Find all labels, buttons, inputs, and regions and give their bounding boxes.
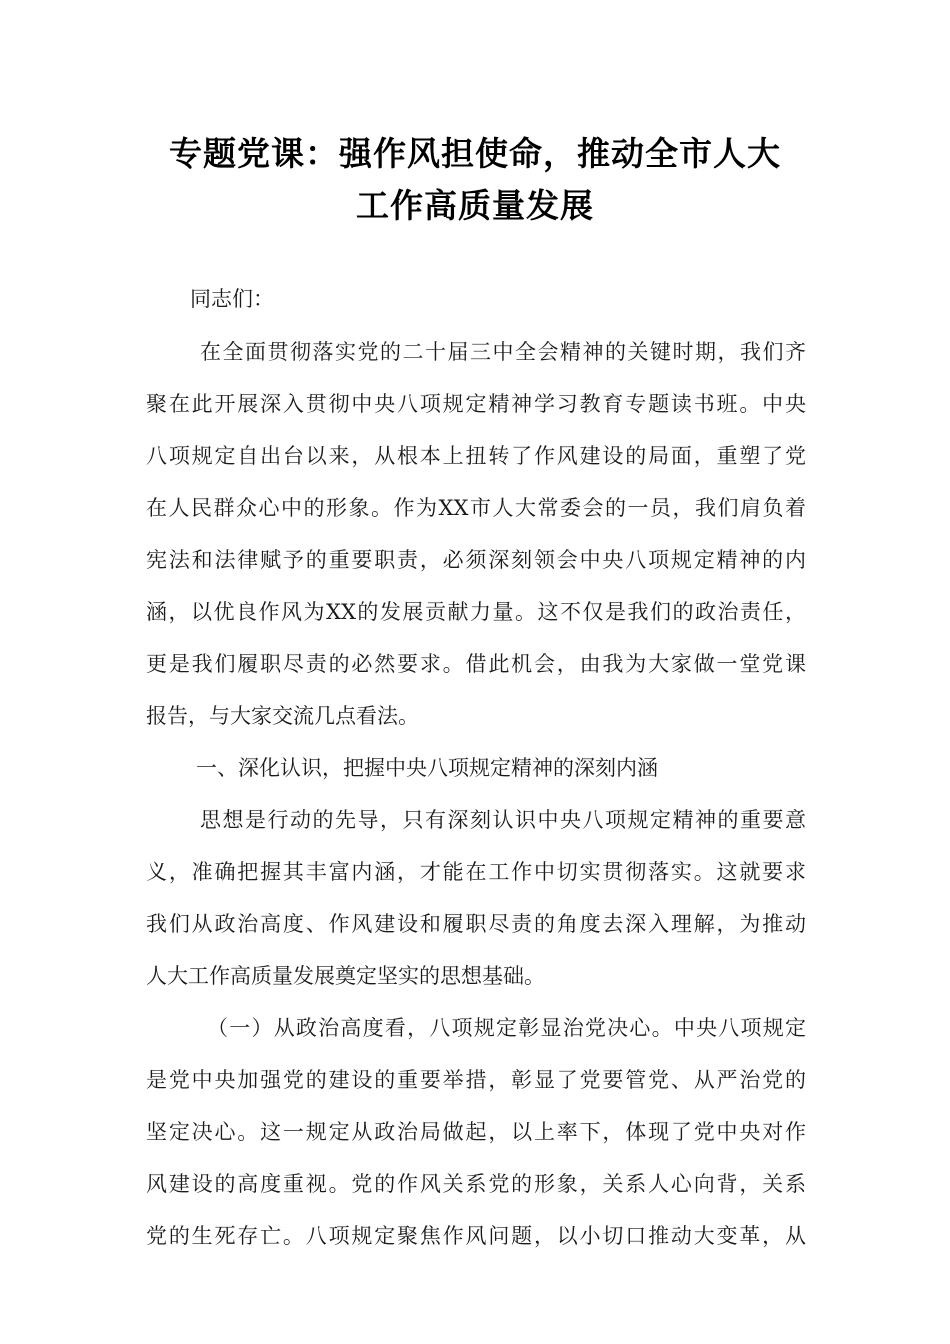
paragraph-1-line: 更是我们履职尽责的必然要求。借此机会，由我为大家做一堂党课: [146, 652, 806, 676]
paragraph-1-line: 在人民群众心中的形象。作为XX市人大常委会的一员，我们肩负着: [146, 496, 806, 520]
paragraph-1-line: 聚在此开展深入贯彻中央八项规定精神学习教育专题读书班。中央: [146, 392, 806, 416]
paragraph-1-line: 报告，与大家交流几点看法。: [146, 704, 419, 728]
section-1-heading: 一、深化认识，把握中央八项规定精神的深刻内涵: [196, 756, 658, 780]
paragraph-2-line: 思想是行动的先导，只有深刻认识中央八项规定精神的重要意: [200, 808, 806, 832]
salutation: 同志们：: [190, 287, 274, 311]
document-title-line-1: 专题党课：强作风担使命，推动全市人大: [169, 134, 781, 173]
paragraph-2-line: 我们从政治高度、作风建设和履职尽责的角度去深入理解，为推动: [146, 912, 806, 936]
paragraph-2-line: 义，准确把握其丰富内涵，才能在工作中切实贯彻落实。这就要求: [146, 860, 806, 884]
paragraph-1-line: 在全面贯彻落实党的二十届三中全会精神的关键时期，我们齐: [200, 340, 806, 364]
paragraph-1-line: 宪法和法律赋予的重要职责，必须深刻领会中央八项规定精神的内: [146, 548, 806, 572]
paragraph-3-line: 坚定决心。这一规定从政治局做起，以上率下，体现了党中央对作: [146, 1120, 806, 1144]
paragraph-1-line: 涵，以优良作风为XX的发展贡献力量。这不仅是我们的政治责任，: [146, 600, 806, 624]
paragraph-3-line: （一）从政治高度看，八项规定彰显治党决心。中央八项规定: [207, 1016, 806, 1040]
document-title-line-2: 工作高质量发展: [356, 186, 594, 225]
paragraph-3-line: 是党中央加强党的建设的重要举措，彰显了党要管党、从严治党的: [146, 1068, 806, 1092]
paragraph-2-line: 人大工作高质量发展奠定坚实的思想基础。: [146, 964, 545, 988]
paragraph-1-line: 八项规定自出台以来，从根本上扭转了作风建设的局面，重塑了党: [146, 444, 806, 468]
paragraph-3-line: 风建设的高度重视。党的作风关系党的形象，关系人心向背，关系: [146, 1172, 806, 1196]
paragraph-3-line: 党的生死存亡。八项规定聚焦作风问题，以小切口推动大变革，从: [146, 1224, 806, 1248]
